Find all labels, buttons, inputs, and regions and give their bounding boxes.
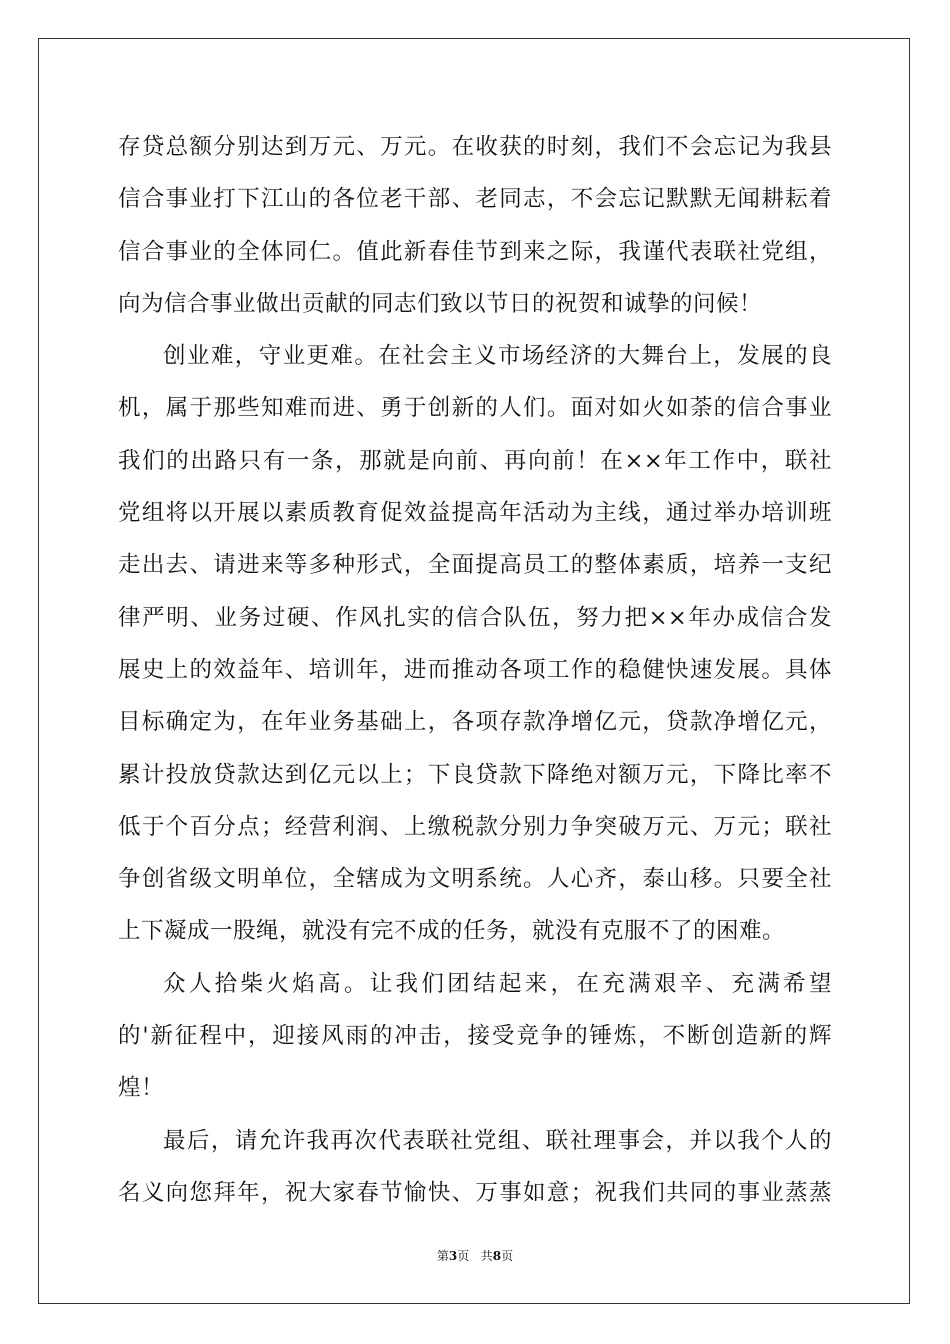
text-line: 存贷总额分别达到万元、万元。在收获的时刻，我们不会忘记为我县	[118, 134, 832, 160]
text-line: 的'新征程中，迎接风雨的冲击，接受竞争的锤炼，不断创造新的辉	[118, 1023, 832, 1050]
text-line: 机，属于那些知难而进、勇于创新的人们。面对如火如荼的信合事业	[118, 395, 832, 422]
text-line: 名义向您拜年，祝大家春节愉快、万事如意；祝我们共同的事业蒸蒸	[118, 1179, 832, 1206]
text-line: 信合事业的全体同仁。值此新春佳节到来之际，我谨代表联社党组，	[118, 238, 832, 265]
text-line: 争创省级文明单位，全辖成为文明系统。人心齐，泰山移。只要全社	[118, 866, 832, 893]
text-line: 律严明、业务过硬、作风扎实的信合队伍，努力把××年办成信合发	[118, 604, 832, 631]
total-suffix: 页	[501, 1249, 514, 1263]
text-line: 众人拾柴火焰高。让我们团结起来，在充满艰辛、充满希望	[163, 970, 832, 997]
text-line: 低于个百分点；经营利润、上缴税款分别力争突破万元、万元；联社	[118, 813, 832, 840]
text-line: 创业难，守业更难。在社会主义市场经济的大舞台上，发展的良	[163, 343, 832, 370]
total-prefix: 共	[480, 1249, 493, 1263]
text-line: 我们的出路只有一条，那就是向前、再向前！在××年工作中，联社	[118, 447, 832, 474]
total-pages: 8	[492, 1249, 502, 1263]
document-body	[118, 127, 832, 1225]
text-line: 上下凝成一股绳，就没有完不成的任务，就没有克服不了的困难。	[118, 918, 786, 945]
page-prefix: 第	[436, 1249, 449, 1263]
page-number: 3	[448, 1249, 458, 1263]
text-line: 党组将以开展以素质教育促效益提高年活动为主线，通过举办培训班	[118, 500, 832, 527]
text-line: 煌！	[118, 1075, 165, 1102]
text-line: 最后，请允许我再次代表联社党组、联社理事会，并以我个人的	[163, 1127, 832, 1154]
text-line: 走出去、请进来等多种形式，全面提高员工的整体素质，培养一支纪	[118, 552, 832, 579]
text-line: 展史上的效益年、培训年，进而推动各项工作的稳健快速发展。具体	[118, 656, 832, 683]
text-line: 目标确定为，在年业务基础上，各项存款净增亿元，贷款净增亿元，	[118, 709, 832, 736]
page-footer	[0, 1248, 950, 1264]
text-line: 向为信合事业做出贡献的同志们致以节日的祝贺和诚挚的问候！	[118, 290, 763, 317]
text-line: 累计投放贷款达到亿元以上；下良贷款下降绝对额万元，下降比率不	[118, 761, 832, 788]
text-line: 信合事业打下江山的各位老干部、老同志，不会忘记默默无闻耕耘着	[118, 186, 832, 213]
page-suffix: 页	[457, 1249, 470, 1263]
